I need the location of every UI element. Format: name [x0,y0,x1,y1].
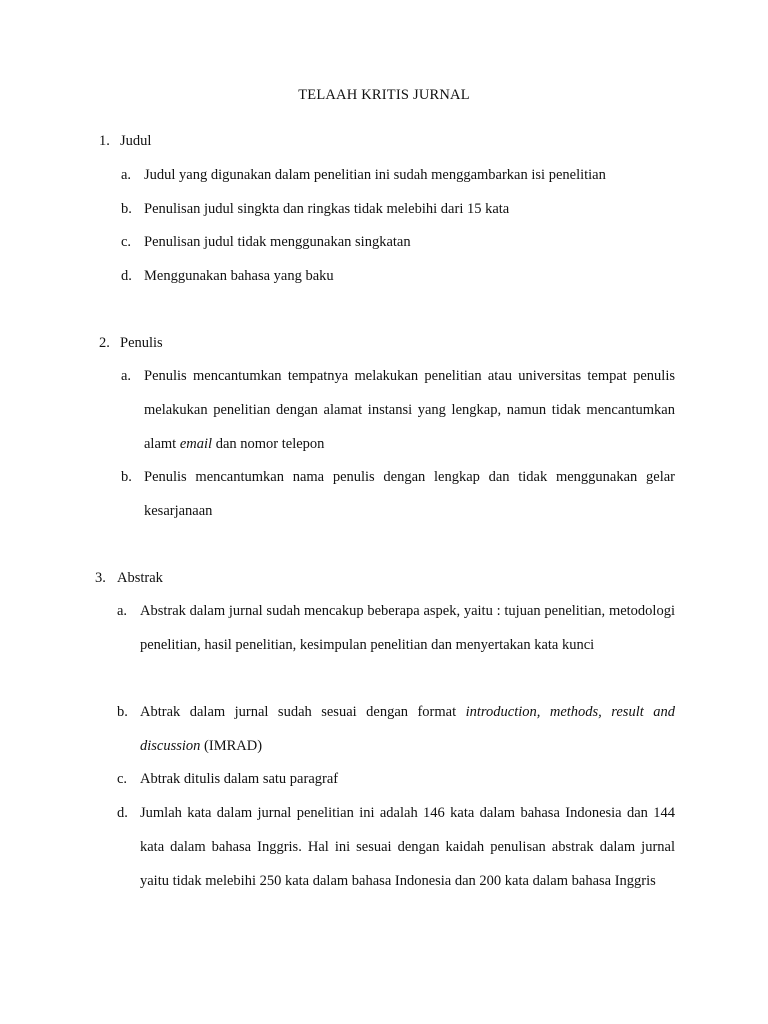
item-letter: a. [121,368,132,384]
item-letter: c. [117,771,128,787]
item-text: Jumlah kata dalam jurnal penelitian ini adalah 146 kata dalam bahasa Indonesia dan 144 kata dalam bahasa Inggris. Hal ini sesuai dengan kaidah penulisan abstrak dalam jurnal yaitu tidak melebihi 250 kata dalam bahasa Indonesia dan 200 kata dalam bahasa Inggris [140,805,675,889]
item-text: Penulis mencantumkan tempatnya melakukan penelitian atau universitas tempat penulis melakukan penelitian dengan alamat instansi yang lengkap, namun tidak mencantumkan alamt email dan nomor telepon [144,368,675,452]
item-text: Abtrak dalam jurnal sudah sesuai dengan format introduction, methods, result and discussion (IMRAD) [140,704,675,754]
item-letter: c. [121,234,132,250]
item-letter: a. [117,603,128,619]
section-heading: Penulis [120,335,163,351]
section-number: 2. [99,335,110,351]
item-text: Penulis mencantumkan nama penulis dengan lengkap dan tidak menggunakan gelar kesarjanaan [144,469,675,519]
section-heading: Judul [120,133,152,149]
item-letter: b. [121,201,132,217]
item-letter: d. [121,268,132,284]
item-text: Abtrak ditulis dalam satu paragraf [140,771,339,787]
item-text: Penulisan judul tidak menggunakan singkatan [144,234,411,250]
section-number: 1. [99,133,110,149]
document-title: TELAAH KRITIS JURNAL [298,87,470,103]
item-letter: b. [117,704,128,720]
item-text: Judul yang digunakan dalam penelitian ini sudah menggambarkan isi penelitian [144,167,606,183]
item-letter: b. [121,469,132,485]
section-number: 3. [95,570,106,586]
section-heading: Abstrak [117,570,163,586]
item-text: Abstrak dalam jurnal sudah mencakup beberapa aspek, yaitu : tujuan penelitian, metodologi penelitian, hasil penelitian, kesimpulan penelitian dan menyertakan kata kunci [140,603,675,653]
item-text: Penulisan judul singkta dan ringkas tidak melebihi dari 15 kata [144,201,510,217]
item-letter: d. [117,805,128,821]
item-text: Menggunakan bahasa yang baku [144,268,334,284]
item-letter: a. [121,167,132,183]
